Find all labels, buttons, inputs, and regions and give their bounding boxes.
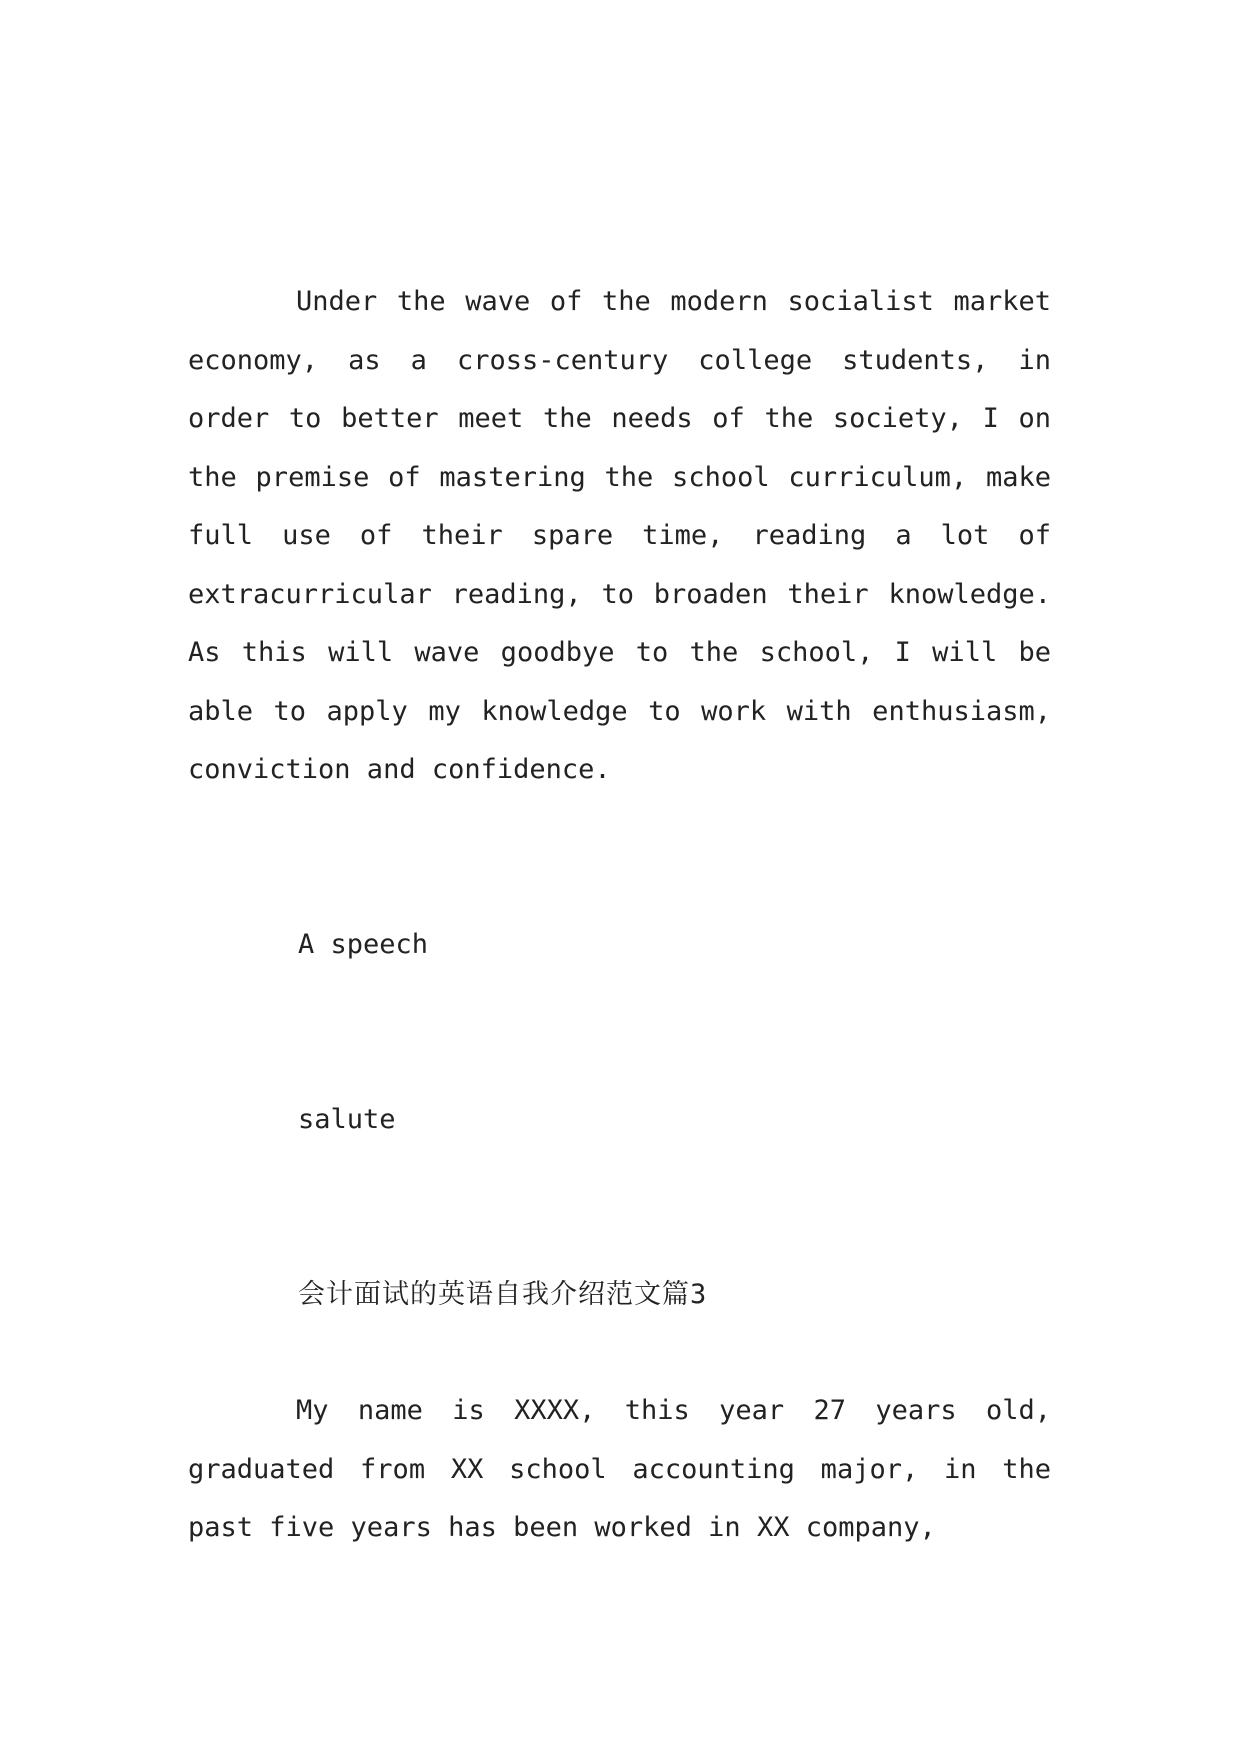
body-paragraph-1: Under the wave of the modern socialist market economy, as a cross-century college students, in order to better meet the needs of the society, I on the premise of mastering the school curriculum, make full use of their spare time, reading a lot of extracurricular reading, to broaden their knowledge. As this will wave goodbye to the school, I will be able to apply my knowledge to work with enthusiasm, conviction and confidence.: [188, 286, 1051, 785]
closing-line-speech: A speech: [298, 929, 429, 960]
closing-line-salute: salute: [298, 1104, 396, 1135]
body-paragraph-2: My name is XXXX, this year 27 years old, graduated from XX school accounting major, in the past five years has been worked in XX company,: [188, 1395, 1051, 1543]
section-heading: 会计面试的英语自我介绍范文篇3: [298, 1279, 708, 1310]
